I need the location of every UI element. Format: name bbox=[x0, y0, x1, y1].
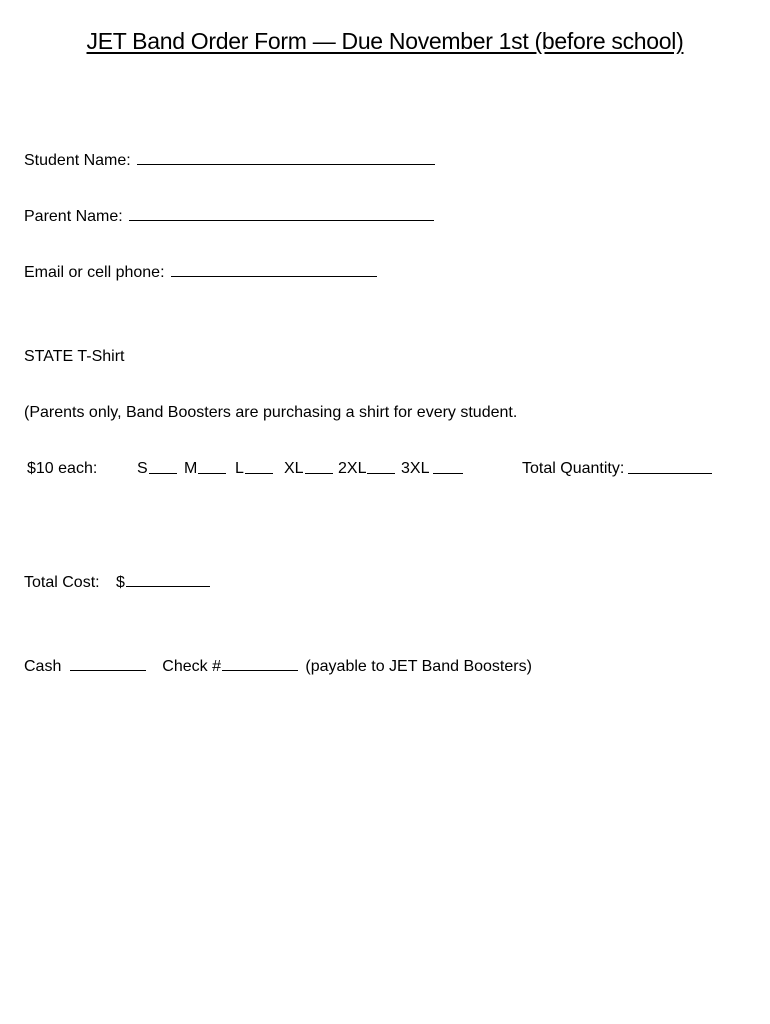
contact-field[interactable] bbox=[171, 262, 377, 277]
total-cost-label: Total Cost: bbox=[24, 574, 100, 591]
size-l-label: L bbox=[235, 460, 244, 477]
item-note: (Parents only, Band Boosters are purchasing a shirt for every student. bbox=[24, 404, 518, 421]
check-label: Check # bbox=[162, 658, 221, 675]
size-2xl-field[interactable] bbox=[367, 459, 395, 474]
payable-note: (payable to JET Band Boosters) bbox=[305, 658, 532, 675]
payment-row bbox=[24, 656, 532, 677]
size-m-field[interactable] bbox=[198, 459, 226, 474]
size-s bbox=[137, 459, 148, 479]
cash-label: Cash bbox=[24, 658, 62, 675]
total-cost-field[interactable] bbox=[126, 572, 210, 587]
cash-field[interactable] bbox=[70, 656, 146, 671]
size-m-label: M bbox=[184, 460, 198, 477]
total-cost-row bbox=[24, 572, 210, 593]
contact-label: Email or cell phone: bbox=[24, 264, 165, 281]
size-xl bbox=[284, 459, 304, 479]
size-m bbox=[184, 459, 197, 479]
item-name: STATE T-Shirt bbox=[24, 348, 125, 365]
price-label: $10 each: bbox=[27, 460, 98, 477]
parent-name-field[interactable] bbox=[129, 206, 434, 221]
size-3xl bbox=[401, 459, 429, 479]
size-3xl-field[interactable] bbox=[433, 459, 463, 474]
parent-name-label: Parent Name: bbox=[24, 208, 123, 225]
student-name-row bbox=[24, 150, 435, 171]
size-2xl-label: 2XL bbox=[338, 460, 367, 477]
check-number-field[interactable] bbox=[222, 656, 298, 671]
total-quantity bbox=[522, 459, 624, 479]
size-l bbox=[235, 459, 244, 479]
size-l-field[interactable] bbox=[245, 459, 273, 474]
size-2xl bbox=[338, 459, 366, 479]
student-name-label: Student Name: bbox=[24, 152, 131, 169]
size-xl-field[interactable] bbox=[305, 459, 333, 474]
size-row bbox=[24, 459, 744, 481]
contact-row bbox=[24, 262, 377, 283]
form-title: JET Band Order Form — Due November 1st (before school) bbox=[86, 28, 684, 54]
size-s-field[interactable] bbox=[149, 459, 177, 474]
total-quantity-label: Total Quantity: bbox=[522, 460, 625, 477]
size-s-label: S bbox=[137, 460, 148, 477]
student-name-field[interactable] bbox=[137, 150, 435, 165]
size-3xl-label: 3XL bbox=[401, 460, 430, 477]
total-quantity-field[interactable] bbox=[628, 459, 712, 474]
parent-name-row bbox=[24, 206, 434, 227]
currency-symbol: $ bbox=[116, 574, 125, 591]
size-xl-label: XL bbox=[284, 460, 304, 477]
